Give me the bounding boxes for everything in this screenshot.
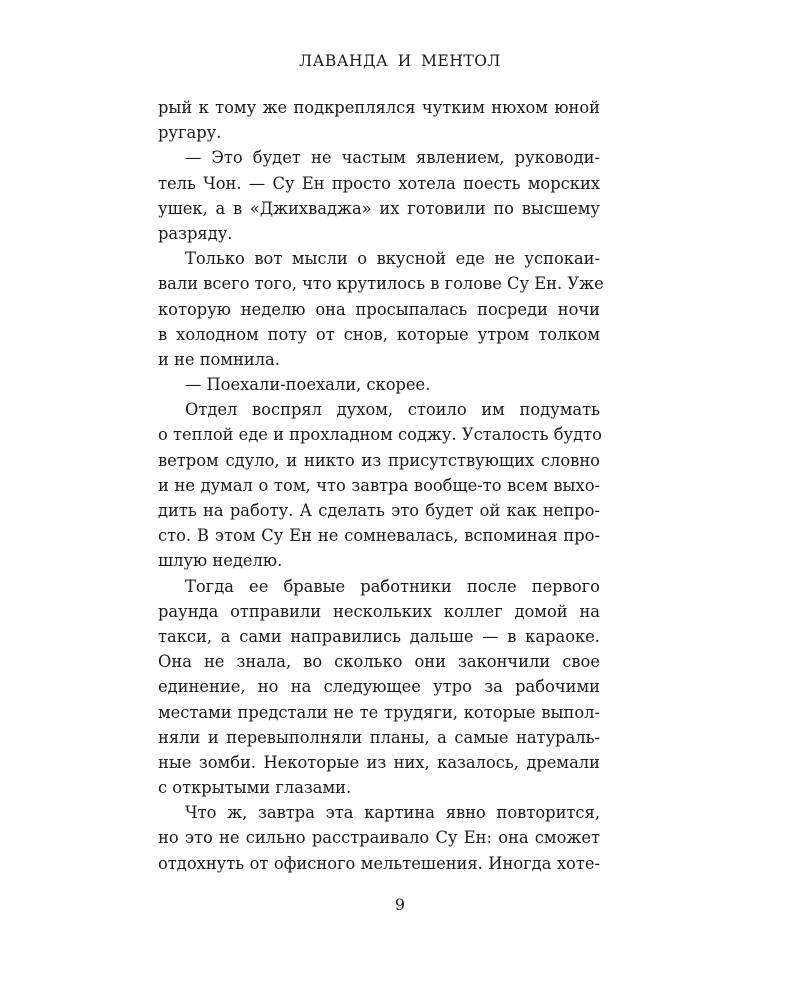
text-line: шлую неделю. (158, 551, 283, 571)
text-line: вали всего того, что крутилось в голове Су Ен. Уже (158, 274, 604, 294)
text-line: такси, а сами направились дальше — в караоке. (158, 626, 600, 646)
text-line: тель Чон. — Су Ен просто хотела поесть морских (158, 173, 600, 193)
text-line: — Это будет не частым явлением, руководи- (185, 148, 600, 168)
text-line: Что ж, завтра эта картина явно повторится, (185, 803, 600, 823)
running-head: ЛАВАНДА И МЕНТОЛ (299, 52, 501, 70)
text-line: но это не сильно расстраивало Су Ен: она сможет (158, 828, 600, 848)
paragraph (158, 800, 600, 876)
text-line: дить на работу. А сделать это будет ой как непро- (158, 501, 600, 520)
text-line: Отдел воспрял духом, стоило им подумать (185, 400, 600, 420)
paragraph (158, 145, 600, 246)
paragraph (158, 372, 600, 397)
text-line: Только вот мысли о вкусной еде не успокаи- (185, 249, 600, 269)
text-line: ветром сдуло, и никто из присутствующих словно (158, 450, 600, 470)
paragraph (158, 397, 600, 573)
text-line: отдохнуть от офисного мельтешения. Иногда хоте- (158, 853, 600, 873)
text-line: и не думал о том, что завтра вообще-то всем выхо- (158, 475, 600, 495)
text-line: единение, но на следующее утро за рабочими (158, 677, 600, 697)
text-line: с открытыми глазами. (158, 778, 352, 798)
text-line: местами предстали не те трудяги, которые выпол- (158, 702, 600, 722)
paragraph (158, 574, 600, 801)
text-line: раунда отправили нескольких коллег домой на (158, 601, 600, 621)
text-line: разряду. (158, 223, 233, 243)
text-line: и не помнила. (158, 349, 280, 369)
text-line: о теплой еде и прохладном соджу. Усталость будто (158, 425, 602, 445)
text-line: ругару. (158, 123, 222, 143)
text-line: няли и перевыполняли планы, а самые натураль- (158, 727, 600, 747)
text-line: Она не знала, во сколько они закончили свое (158, 652, 600, 672)
page-number: 9 (394, 895, 406, 914)
text-line: — Поехали-поехали, скорее. (185, 375, 431, 395)
text-line: Тогда ее бравые работники после первого (185, 576, 600, 596)
text-line: ные зомби. Некоторые из них, казалось, дремали (158, 752, 600, 772)
text-line: которую неделю она просыпалась посреди ночи (158, 299, 600, 319)
paragraph (158, 246, 604, 372)
text-line: сто. В этом Су Ен не сомневалась, вспоминая про- (158, 526, 600, 546)
text-line: в холодном поту от снов, которые утром толком (158, 324, 600, 344)
text-line: рый к тому же подкреплялся чутким нюхом юной (158, 98, 600, 117)
paragraph (158, 95, 600, 145)
text-line: ушек, а в «Джихваджа» их готовили по высшему (158, 198, 600, 218)
body-text (158, 95, 604, 876)
